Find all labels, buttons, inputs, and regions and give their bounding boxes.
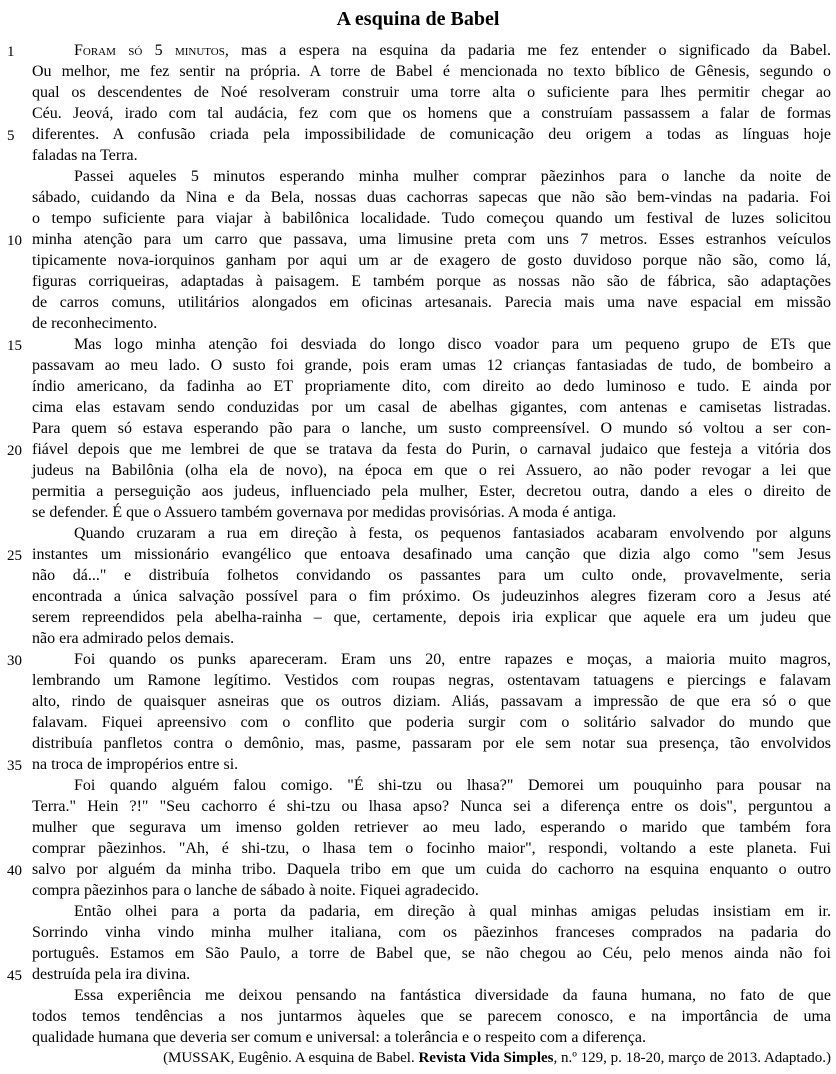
citation (0, 1048, 836, 1069)
text-line (0, 61, 836, 82)
text-line (0, 796, 836, 817)
plain-text: , mas a espera na esquina da padaria me fez entender o significado da Babel. (224, 42, 831, 59)
line-number (0, 735, 32, 756)
line-number (0, 63, 32, 84)
text-line (0, 229, 836, 250)
line-number (0, 189, 32, 210)
line-number (0, 147, 32, 168)
line-text: permitia a perseguição aos judeus, influenciado pela mulher, Ester, decretou outra, dando a eles o direito de (32, 483, 831, 500)
line-number (0, 462, 32, 483)
citation-source: Revista Vida Simples (418, 1050, 554, 1066)
line-text: lembrando um Ramone legítimo. Vestidos com roupas negras, ostentavam tatuagens e piercings e falavam (32, 672, 831, 689)
line-number (0, 672, 32, 693)
text-line (0, 964, 836, 985)
line-number (0, 609, 32, 630)
line-text: Essa experiência me deixou pensando na fantástica diversidade da fauna humana, no fato de que (74, 987, 831, 1004)
line-text (32, 40, 836, 61)
line-text: minha atenção para um carro que passava, uma limusine preta com uns 7 metros. Esses estranhos veículos (32, 231, 831, 248)
line-number: 30 (7, 653, 22, 669)
smallcaps-text: Foram só 5 minutos (74, 42, 225, 59)
line-text: judeus na Babilônia (olha ela de novo), na época em que o rei Assuero, ao não poder revogar a lei que (32, 462, 831, 479)
line-number (0, 525, 32, 546)
text-line (0, 523, 836, 544)
text-line (0, 355, 836, 376)
line-number (0, 1029, 32, 1050)
line-text: Para quem só estava esperando pão para o lanche, um susto compreensível. O mundo só voltou a ser con- (32, 420, 831, 437)
text-line (0, 82, 836, 103)
text-line (0, 397, 836, 418)
line-number: 10 (7, 233, 22, 249)
line-text: índio americano, da fadinha ao ET propriamente dito, com direito ao dedo luminoso e tudo. E ainda por (32, 378, 831, 395)
text-line (0, 922, 836, 943)
text-line (0, 187, 836, 208)
text-line (0, 880, 836, 901)
line-text: Passei aqueles 5 minutos esperando minha mulher comprar pãezinhos para o lanche da noite de (74, 168, 831, 185)
line-text: na troca de impropérios entre si. (32, 756, 239, 773)
line-text: serem repreendidos pela abelha-rainha – que, certamente, depois iria explicar que aquele era um judeu que (32, 609, 831, 626)
line-text: distribuía panfletos contra o demônio, mas, pasme, passaram por ele sem notar sua presença, tão envolvidos (32, 735, 831, 752)
text-line (0, 502, 836, 523)
line-number (0, 84, 32, 105)
line-text: instantes um missionário evangélico que entoava desafinado uma canção que dizia algo como "sem Jesus (32, 546, 831, 563)
line-number (0, 483, 32, 504)
line-number (0, 693, 32, 714)
text-line (0, 838, 836, 859)
line-text: todos temos tendências a nos juntarmos àqueles que se parecem conosco, e na importância de uma (32, 1008, 831, 1025)
line-number (0, 819, 32, 840)
line-number (0, 168, 32, 189)
line-text: compra pãezinhos para o lanche de sábado à noite. Fiquei agradecido. (32, 882, 479, 899)
line-text: sábado, cuidando da Nina e da Bela, nossas duas cachorras sapecas que não são bem-vindas na padaria. Foi (32, 189, 831, 206)
text-line (0, 376, 836, 397)
line-text: cima elas estavam sendo conduzidas por um casal de abelhas gigantes, com antenas e camisetas listradas. (32, 399, 831, 416)
line-number: 45 (7, 968, 22, 984)
text-line (0, 124, 836, 145)
text-line (0, 586, 836, 607)
text-line (0, 1006, 836, 1027)
line-text: falavam. Fiquei apreensivo com o conflito que poderia surgir com o solitário salvador do mundo que (32, 714, 831, 731)
line-text: português. Estamos em São Paulo, a torre de Babel que, se não chegou ao Céu, pelo menos ainda não foi (32, 945, 831, 962)
text-line (0, 628, 836, 649)
line-text: figuras corriqueiras, adaptadas à paisagem. E também porque as nossas não são de fábrica, são adaptações (32, 273, 831, 290)
line-number (0, 714, 32, 735)
line-number (0, 567, 32, 588)
line-text: fiável depois que me lembrei de que se tratava da festa do Purin, o carnaval judaico que festeja a vitória dos (32, 441, 831, 458)
line-number (0, 1008, 32, 1029)
line-number (0, 924, 32, 945)
text-line (0, 481, 836, 502)
line-text: qualidade humana que deveria ser comum e universal: a tolerância e o respeito com a diferença. (32, 1029, 646, 1046)
line-text: Sorrindo vinha vindo minha mulher italiana, com os pãezinhos franceses comprados na padaria do (32, 924, 831, 941)
citation-suffix: , n.º 129, p. 18-20, março de 2013. Adaptado.) (553, 1050, 831, 1066)
line-number (0, 987, 32, 1008)
line-number: 5 (7, 128, 15, 144)
text-line (0, 817, 836, 838)
text-line (0, 649, 836, 670)
text-line (0, 733, 836, 754)
text-line (0, 670, 836, 691)
line-text: Foi quando alguém falou comigo. "É shi-tzu ou lhasa?" Demorei um pouquinho para pousar na (74, 777, 831, 794)
line-number (0, 630, 32, 651)
line-text: Mas logo minha atenção foi desviada do longo disco voador para um pequeno grupo de ETs que (74, 336, 831, 353)
text-line (0, 208, 836, 229)
line-text: tipicamente nova-iorquinos ganham por aqui um ar de exagero de gosto duvidoso porque não são, como lá, (32, 252, 831, 269)
text-line (0, 418, 836, 439)
text-line (0, 901, 836, 922)
line-number: 20 (7, 443, 22, 459)
line-text: destruída pela ira divina. (32, 966, 191, 983)
line-number (0, 945, 32, 966)
text-line (0, 544, 836, 565)
line-number (0, 840, 32, 861)
line-number (0, 294, 32, 315)
line-text: qual os descendentes de Noé resolveram construir uma torre alta o suficiente para lhes permitir chegar ao (32, 84, 831, 101)
text-line (0, 439, 836, 460)
text-line (0, 292, 836, 313)
text-line (0, 40, 836, 61)
line-text: Foi quando os punks apareceram. Eram uns 20, entre rapazes e moças, a maioria muito magros, (74, 651, 831, 668)
page-title: A esquina de Babel (336, 8, 500, 30)
line-number (0, 399, 32, 420)
text-line (0, 775, 836, 796)
citation-prefix: (MUSSAK, Eugênio. A esquina de Babel. (163, 1050, 419, 1066)
line-number (0, 315, 32, 336)
line-number: 35 (7, 758, 22, 774)
text-line (0, 712, 836, 733)
text-line (0, 271, 836, 292)
line-text: diferentes. A confusão criada pela impossibilidade de comunicação deu origem a todas as línguas hoje (32, 126, 831, 143)
line-text: se defender. É que o Assuero também governava por medidas provisórias. A moda é antiga. (32, 504, 617, 521)
line-number: 25 (7, 548, 22, 564)
line-number (0, 252, 32, 273)
line-text: Terra." Hein ?!" "Seu cachorro é shi-tzu ou lhasa apso? Nunca sei a diferença entre os dois", perguntou a (32, 798, 831, 815)
line-number (0, 105, 32, 126)
line-number (0, 357, 32, 378)
line-text: Ou melhor, me fez sentir na própria. A torre de Babel é mencionada no texto bíblico de Gênesis, segundo o (32, 63, 831, 80)
line-number (0, 504, 32, 525)
line-text: de carros comuns, utilitários alongados em oficinas artesanais. Parecia mais uma nave espacial em missão (32, 294, 831, 311)
line-text: comprar pãezinhos. "Ah, é shi-tzu, o lhasa tem o focinho maior", respondi, voltando a este planeta. Fui (32, 840, 831, 857)
line-number (0, 777, 32, 798)
line-number (0, 420, 32, 441)
line-number (0, 273, 32, 294)
text-line (0, 250, 836, 271)
line-text: salvo por alguém da minha tribo. Daquela tribo em que um cuida do cachorro na esquina enquanto o outro (32, 861, 831, 878)
text-line (0, 943, 836, 964)
line-text: não dá..." e distribuía folhetos convidando os passantes para um culto onde, provavelmente, seria (32, 567, 831, 584)
line-number (0, 903, 32, 924)
line-text: de reconhecimento. (32, 315, 158, 332)
line-text: mulher que segurava um imenso golden retriever ao meu lado, esperando o marido que também fora (32, 819, 831, 836)
line-text: não era admirado pelos demais. (32, 630, 235, 647)
line-text: encontrada a única salvação possível para o fim próximo. Os judeuzinhos alegres fizeram coro a Jesus até (32, 588, 831, 605)
text-line (0, 103, 836, 124)
text-line (0, 607, 836, 628)
text-line (0, 145, 836, 166)
text-lines (0, 40, 836, 1048)
text-line (0, 985, 836, 1006)
line-number (0, 378, 32, 399)
line-number: 15 (7, 338, 22, 354)
text-line (0, 460, 836, 481)
line-number (0, 798, 32, 819)
text-line (0, 334, 836, 355)
line-text: Então olhei para a porta da padaria, em direção à qual minhas amigas peludas insistiam em ir. (74, 903, 831, 920)
line-number (0, 210, 32, 231)
line-text: faladas na Terra. (32, 147, 138, 164)
line-text: passavam ao meu lado. O susto foi grande, pois eram umas 12 crianças fantasiadas de tudo, de bombeiro a (32, 357, 831, 374)
text-line (0, 859, 836, 880)
text-line (0, 565, 836, 586)
text-line (0, 754, 836, 775)
line-text: o tempo suficiente para viajar à babilônica localidade. Tudo começou quando um festival de luzes solicitou (32, 210, 831, 227)
text-line (0, 313, 836, 334)
text-line (0, 166, 836, 187)
line-number: 40 (7, 863, 22, 879)
line-text: Quando cruzaram a rua em direção à festa, os pequenos fantasiados acabaram envolvendo por alguns (74, 525, 831, 542)
line-number: 1 (7, 44, 15, 60)
text-line (0, 691, 836, 712)
line-text: Céu. Jeová, irado com tal audácia, fez com que os homens que a construíam passassem a falar de formas (32, 105, 831, 122)
line-number (0, 882, 32, 903)
line-number (0, 588, 32, 609)
line-text: alto, rindo de quaisquer asneiras que os outros diziam. Aliás, passavam a impressão de que era só o que (32, 693, 831, 710)
text-line (0, 1027, 836, 1048)
